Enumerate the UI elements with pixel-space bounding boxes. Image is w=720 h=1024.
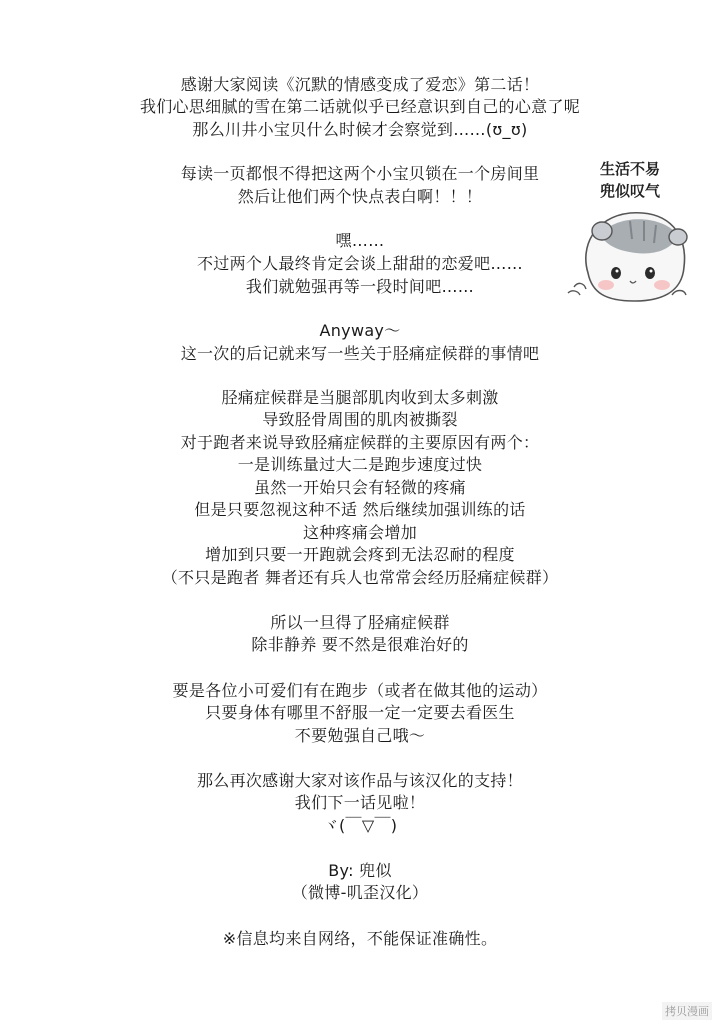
- text-line: 我们就勉强再等一段时间吧……: [245, 277, 475, 296]
- text-line: 但是只要忽视这种不适 然后继续加强训练的话: [194, 500, 526, 519]
- author-credit: By: 兜似: [328, 861, 392, 880]
- text-line: 感谢大家阅读《沉默的情感变成了爱恋》第二话！: [180, 75, 540, 94]
- disclaimer: ※信息均来自网络，不能保证准确性。: [222, 929, 498, 948]
- text-line: 这种疼痛会增加: [302, 523, 418, 542]
- text-line: 我们心思细腻的雪在第二话就似乎已经意识到自己的心意了呢: [139, 97, 581, 116]
- text-line: 除非静养 要不然是很难治好的: [251, 635, 469, 654]
- text-line: 增加到只要一开跑就会疼到无法忍耐的程度: [205, 545, 515, 564]
- text-line: 我们下一话见啦！: [294, 793, 426, 812]
- text-line: 只要身体有哪里不舒服一定一定要去看医生: [205, 703, 515, 722]
- text-line: 每读一页都恨不得把这两个小宝贝锁在一个房间里: [180, 164, 540, 183]
- group-credit: （微博-叽歪汉化）: [291, 883, 429, 902]
- hamster-icon: [560, 155, 700, 305]
- text-line: 要是各位小可爱们有在跑步（或者在做其他的运动）: [172, 681, 548, 700]
- text-line: 不过两个人最终肯定会谈上甜甜的恋爱吧……: [196, 254, 523, 273]
- text-line: 虽然一开始只会有轻微的疼痛: [254, 478, 466, 497]
- sticker-caption: 生活不易: [599, 160, 660, 178]
- sticker-caption: 兜似叹气: [599, 182, 660, 200]
- text-line: 导致胫骨周围的肌肉被撕裂: [262, 410, 458, 429]
- text-line: 然后让他们两个快点表白啊！！！: [237, 187, 483, 206]
- text-line: Anyway～: [319, 321, 401, 340]
- text-line: 一是训练量过大二是跑步速度过快: [237, 455, 483, 474]
- text-line: 不要勉强自己哦～: [294, 726, 426, 745]
- text-line: 这一次的后记就来写一些关于胫痛症候群的事情吧: [180, 344, 540, 363]
- text-line: （不只是跑者 舞者还有兵人也常常会经历胫痛症候群）: [161, 568, 559, 587]
- text-line: 那么再次感谢大家对该作品与该汉化的支持！: [196, 771, 523, 790]
- watermark: 拷贝漫画: [662, 1002, 712, 1020]
- text-line: 那么川井小宝贝什么时候才会察觉到……(ʊ_ʊ): [192, 120, 528, 139]
- text-line: 所以一旦得了胫痛症候群: [270, 613, 450, 632]
- text-line: 嘿……: [335, 231, 385, 250]
- text-line: 胫痛症候群是当腿部肌肉收到太多刺激: [221, 388, 499, 407]
- text-line: ヾ(￣▽￣): [322, 816, 398, 835]
- hamster-sticker: [560, 155, 700, 305]
- text-line: 对于跑者来说导致胫痛症候群的主要原因有两个：: [180, 433, 540, 452]
